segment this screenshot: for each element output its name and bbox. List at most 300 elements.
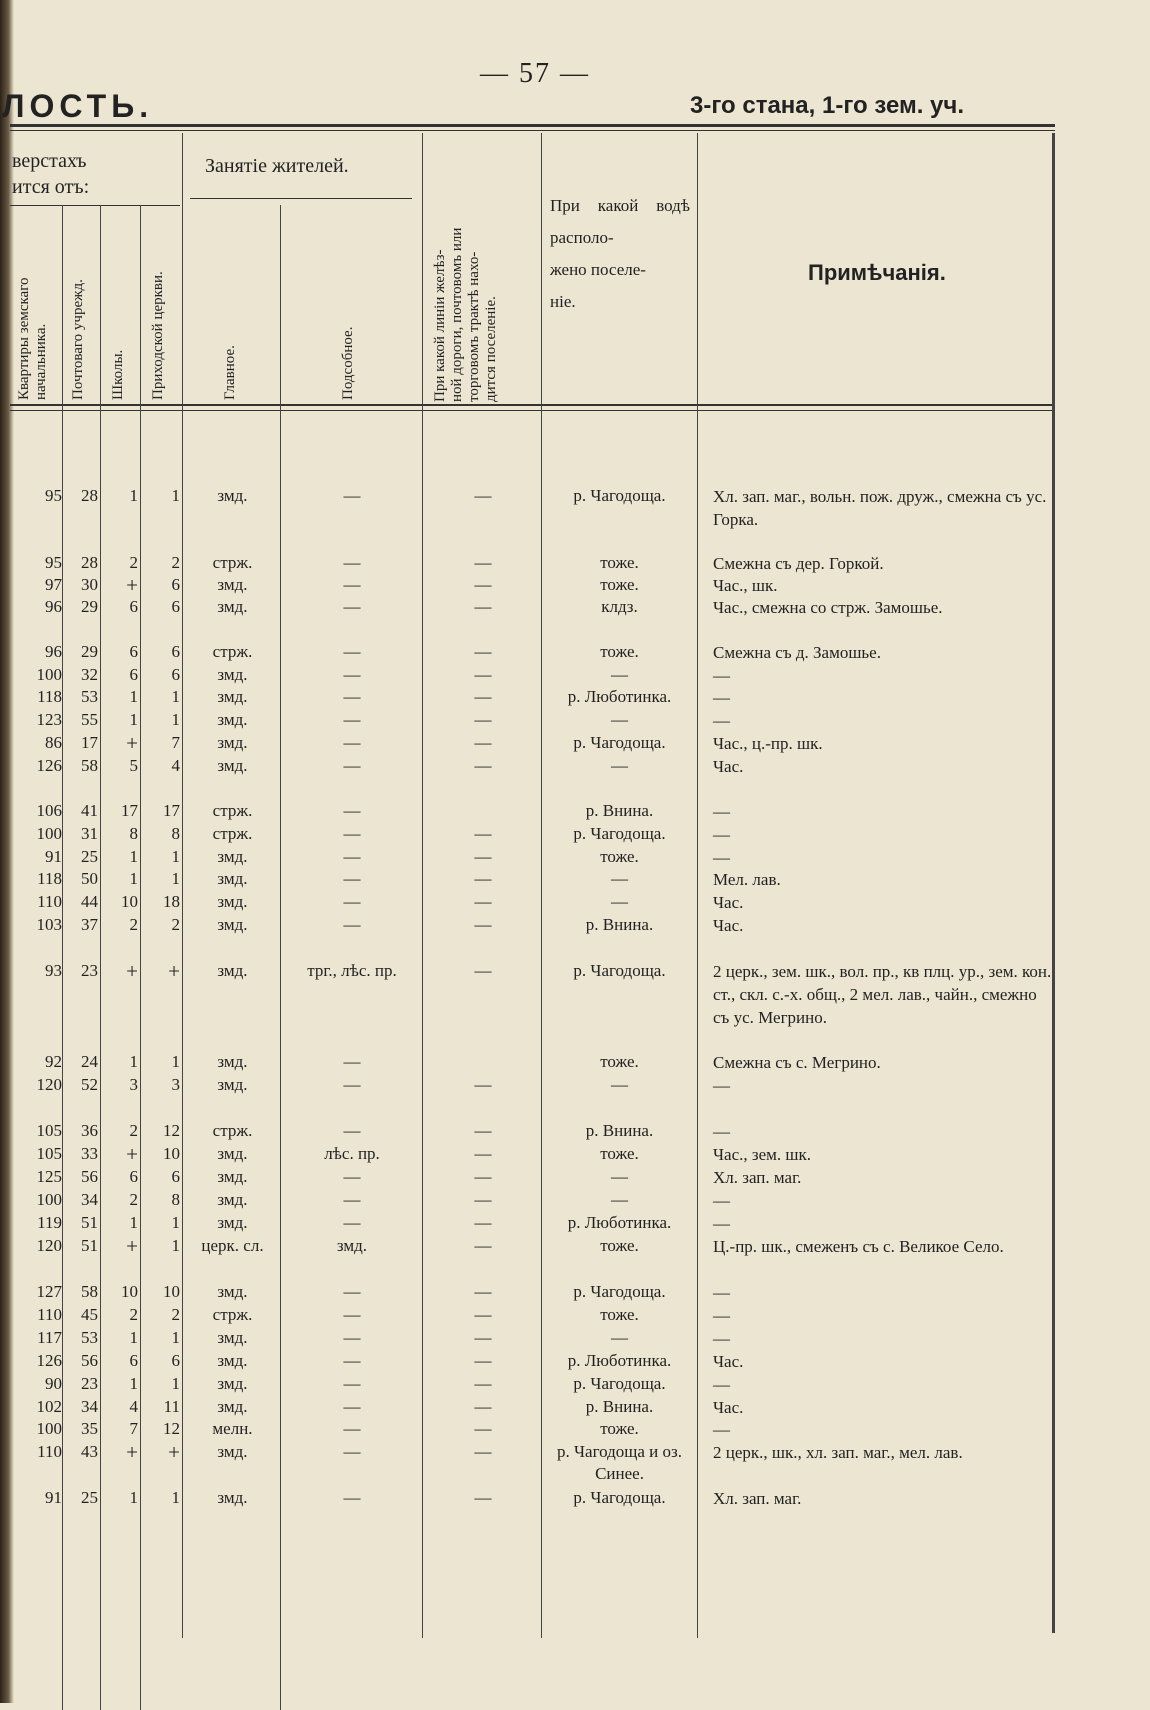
water-cell: р. Внина. — [585, 915, 654, 934]
road-cell: — — [474, 892, 492, 911]
header-church: Приходской церкви. — [150, 271, 166, 400]
secondary-occupation-cell: — — [343, 1442, 361, 1461]
water-cell: тоже. — [600, 1305, 639, 1324]
secondary-occupation-cell: — — [343, 687, 361, 706]
notes-cell: — — [713, 1375, 730, 1394]
secondary-occupation-cell: — — [343, 1374, 361, 1393]
zemsky-distance-cell: 100 — [36, 665, 62, 684]
zemsky-distance-cell: 92 — [45, 1052, 62, 1071]
road-cell: — — [474, 733, 492, 752]
school-distance-cell: 5 — [129, 756, 138, 775]
notes-cell: Час. — [713, 916, 744, 935]
water-cell: р. Чагодоща. — [573, 824, 666, 843]
school-distance-cell: 1 — [129, 1328, 138, 1347]
col-line — [422, 133, 423, 1638]
school-distance-cell: 1 — [129, 1052, 138, 1071]
secondary-occupation-cell: — — [343, 1190, 361, 1209]
notes-cell: Час. — [713, 757, 744, 776]
post-distance-cell: 45 — [81, 1305, 98, 1324]
water-cell: р. Внина. — [585, 1397, 654, 1416]
school-distance-cell: 6 — [129, 642, 138, 661]
notes-cell: — — [713, 1191, 730, 1210]
post-distance-cell: 17 — [81, 733, 98, 752]
post-distance-cell: 34 — [81, 1397, 98, 1416]
main-occupation-cell: змд. — [217, 1328, 248, 1347]
church-distance-cell: 6 — [171, 1351, 180, 1370]
main-occupation-cell: змд. — [217, 1351, 248, 1370]
col-line — [182, 133, 183, 1638]
road-cell: — — [474, 1121, 492, 1140]
church-distance-cell: 2 — [171, 1305, 180, 1324]
road-cell: — — [474, 824, 492, 843]
school-distance-cell: 1 — [129, 710, 138, 729]
post-distance-cell: 52 — [81, 1075, 98, 1094]
main-occupation-cell: змд. — [217, 1190, 248, 1209]
road-cell: — — [474, 486, 492, 505]
post-distance-cell: 58 — [81, 756, 98, 775]
road-cell: — — [474, 847, 492, 866]
water-cell: — — [611, 1167, 628, 1186]
secondary-occupation-cell: трг., лѣс. пр. — [307, 961, 397, 980]
notes-cell: — — [713, 666, 730, 685]
main-occupation-cell: змд. — [217, 665, 248, 684]
church-distance-cell: 6 — [171, 597, 180, 616]
church-distance-cell: 10 — [163, 1282, 180, 1301]
school-distance-cell: 2 — [129, 915, 138, 934]
zemsky-distance-cell: 100 — [36, 824, 62, 843]
zemsky-distance-cell: 100 — [36, 1190, 62, 1209]
road-cell: — — [474, 1397, 492, 1416]
school-distance-cell: 17 — [121, 801, 138, 820]
water-cell: — — [611, 869, 628, 888]
church-distance-cell: + — [168, 959, 180, 983]
water-cell: р. Чагодоща. — [573, 486, 666, 505]
page-number: — 57 — — [480, 58, 590, 89]
school-distance-cell: 6 — [129, 1167, 138, 1186]
post-distance-cell: 29 — [81, 597, 98, 616]
main-occupation-cell: змд. — [217, 892, 248, 911]
post-distance-cell: 44 — [81, 892, 98, 911]
water-cell: — — [611, 1190, 628, 1209]
col-line — [62, 205, 63, 1710]
post-distance-cell: 51 — [81, 1236, 98, 1255]
notes-cell: Час. — [713, 1398, 744, 1417]
secondary-occupation-cell: — — [343, 1351, 361, 1370]
school-distance-cell: + — [126, 1142, 138, 1166]
zemsky-distance-cell: 103 — [36, 915, 62, 934]
post-distance-cell: 25 — [81, 847, 98, 866]
top-rule-thin — [10, 130, 1055, 131]
road-cell: — — [474, 1488, 492, 1507]
church-distance-cell: 2 — [171, 915, 180, 934]
post-distance-cell: 28 — [81, 553, 98, 572]
road-cell: — — [474, 575, 492, 594]
church-distance-cell: 1 — [171, 486, 180, 505]
road-cell: — — [474, 1374, 492, 1393]
main-occupation-cell: змд. — [217, 1488, 248, 1507]
notes-cell: — — [713, 1122, 730, 1141]
post-distance-cell: 53 — [81, 1328, 98, 1347]
secondary-occupation-cell: — — [343, 1328, 361, 1347]
road-cell: — — [474, 1075, 492, 1094]
church-distance-cell: 1 — [171, 710, 180, 729]
post-distance-cell: 50 — [81, 869, 98, 888]
main-occupation-cell: стрж. — [212, 1305, 253, 1324]
secondary-occupation-cell: — — [343, 892, 361, 911]
notes-cell: — — [713, 802, 730, 821]
main-occupation-cell: змд. — [217, 710, 248, 729]
secondary-occupation-cell: — — [343, 1213, 361, 1232]
church-distance-cell: 6 — [171, 642, 180, 661]
notes-cell: 2 церк., шк., хл. зап. маг., мел. лав. — [713, 1443, 963, 1462]
post-distance-cell: 34 — [81, 1190, 98, 1209]
col-line — [280, 205, 281, 1710]
school-distance-cell: 6 — [129, 665, 138, 684]
school-distance-cell: 6 — [129, 1351, 138, 1370]
notes-cell: Час. — [713, 893, 744, 912]
col-line — [140, 205, 141, 1710]
header-post-office: Почтоваго учрежд. — [70, 279, 86, 400]
main-occupation-cell: змд. — [217, 1442, 248, 1461]
notes-cell: Час., шк. — [713, 576, 778, 595]
road-cell: — — [474, 687, 492, 706]
zemsky-distance-cell: 118 — [37, 869, 62, 888]
post-distance-cell: 41 — [81, 801, 98, 820]
secondary-occupation-cell: — — [343, 665, 361, 684]
secondary-occupation-cell: — — [343, 801, 361, 820]
road-cell: — — [474, 1236, 492, 1255]
header-district: 3-го стана, 1-го зем. уч. — [690, 92, 965, 119]
notes-cell: — — [713, 688, 730, 707]
post-distance-cell: 56 — [81, 1351, 98, 1370]
school-distance-cell: + — [126, 731, 138, 755]
school-distance-cell: 2 — [129, 1121, 138, 1140]
post-distance-cell: 43 — [81, 1442, 98, 1461]
school-distance-cell: + — [126, 959, 138, 983]
main-occupation-cell: змд. — [217, 486, 248, 505]
church-distance-cell: 10 — [163, 1144, 180, 1163]
post-distance-cell: 37 — [81, 915, 98, 934]
water-cell: р. Люботинка. — [567, 687, 672, 706]
col-line — [100, 205, 101, 1710]
school-distance-cell: 4 — [129, 1397, 138, 1416]
main-occupation-cell: мелн. — [212, 1419, 253, 1438]
road-cell: — — [474, 869, 492, 888]
water-cell: тоже. — [600, 1236, 639, 1255]
road-cell: — — [474, 1213, 492, 1232]
notes-cell: — — [713, 1076, 730, 1095]
zemsky-distance-cell: 95 — [45, 486, 62, 505]
water-cell: р. Люботинка. — [567, 1351, 672, 1370]
zemsky-distance-cell: 90 — [45, 1374, 62, 1393]
road-cell: — — [474, 1282, 492, 1301]
road-cell: — — [474, 1351, 492, 1370]
zemsky-distance-cell: 110 — [37, 1305, 62, 1324]
church-distance-cell: 3 — [171, 1075, 180, 1094]
main-occupation-cell: стрж. — [212, 1121, 253, 1140]
water-cell: — — [611, 892, 628, 911]
school-distance-cell: 2 — [129, 1305, 138, 1324]
secondary-occupation-cell: — — [343, 1121, 361, 1140]
school-distance-cell: 1 — [129, 1374, 138, 1393]
church-distance-cell: 7 — [171, 733, 180, 752]
secondary-occupation-cell: — — [343, 1075, 361, 1094]
post-distance-cell: 31 — [81, 824, 98, 843]
post-distance-cell: 25 — [81, 1488, 98, 1507]
secondary-occupation-cell: — — [343, 710, 361, 729]
secondary-occupation-cell: — — [343, 824, 361, 843]
secondary-occupation-cell: — — [343, 553, 361, 572]
school-distance-cell: 1 — [129, 687, 138, 706]
road-cell: — — [474, 597, 492, 616]
post-distance-cell: 55 — [81, 710, 98, 729]
zemsky-distance-cell: 125 — [36, 1167, 62, 1186]
zemsky-distance-cell: 110 — [37, 1442, 62, 1461]
school-distance-cell: 1 — [129, 486, 138, 505]
school-distance-cell: 2 — [129, 553, 138, 572]
zemsky-distance-cell: 91 — [45, 1488, 62, 1507]
post-distance-cell: 23 — [81, 961, 98, 980]
church-distance-cell: 8 — [171, 824, 180, 843]
road-cell: — — [474, 1419, 492, 1438]
post-distance-cell: 28 — [81, 486, 98, 505]
church-distance-cell: + — [168, 1440, 180, 1464]
secondary-occupation-cell: — — [343, 1052, 361, 1071]
water-cell: р. Чагодоща. — [573, 1282, 666, 1301]
road-cell: — — [474, 642, 492, 661]
zemsky-distance-cell: 123 — [36, 710, 62, 729]
water-cell: р. Чагодоща. — [573, 1374, 666, 1393]
secondary-occupation-cell: лѣс. пр. — [324, 1144, 380, 1163]
post-distance-cell: 32 — [81, 665, 98, 684]
notes-cell: Час., смежна со стрж. Замошье. — [713, 598, 943, 617]
secondary-occupation-cell: — — [343, 597, 361, 616]
road-cell: — — [474, 553, 492, 572]
zemsky-distance-cell: 91 — [45, 847, 62, 866]
zemsky-distance-cell: 86 — [45, 733, 62, 752]
notes-cell: Ц.-пр. шк., смеженъ съ с. Великое Село. — [713, 1237, 1004, 1256]
header-bottom-rule — [10, 404, 1055, 406]
main-occupation-cell: стрж. — [212, 642, 253, 661]
church-distance-cell: 8 — [171, 1190, 180, 1209]
main-occupation-cell: церк. сл. — [201, 1236, 264, 1255]
church-distance-cell: 1 — [171, 1374, 180, 1393]
notes-cell: — — [713, 1420, 730, 1439]
church-distance-cell: 1 — [171, 687, 180, 706]
church-distance-cell: 12 — [163, 1419, 180, 1438]
zemsky-distance-cell: 120 — [36, 1236, 62, 1255]
secondary-occupation-cell: — — [343, 847, 361, 866]
church-distance-cell: 2 — [171, 553, 180, 572]
water-cell: — — [611, 756, 628, 775]
water-cell: тоже. — [600, 847, 639, 866]
notes-cell: Хл. зап. маг. — [713, 1489, 802, 1508]
water-cell: — — [611, 1328, 628, 1347]
water-cell: тоже. — [600, 1052, 639, 1071]
school-distance-cell: + — [126, 1234, 138, 1258]
water-cell: р. Чагодоща. — [573, 733, 666, 752]
main-occupation-cell: змд. — [217, 1374, 248, 1393]
school-distance-cell: 8 — [129, 824, 138, 843]
main-occupation-cell: змд. — [217, 1282, 248, 1301]
zemsky-distance-cell: 126 — [36, 1351, 62, 1370]
church-distance-cell: 6 — [171, 575, 180, 594]
notes-cell: Смежна съ д. Замошье. — [713, 643, 881, 662]
notes-cell: Час., ц.-пр. шк. — [713, 734, 823, 753]
water-cell: р. Внина. — [585, 1121, 654, 1140]
water-cell: тоже. — [600, 1419, 639, 1438]
zemsky-distance-cell: 118 — [37, 687, 62, 706]
main-occupation-cell: стрж. — [212, 824, 253, 843]
church-distance-cell: 1 — [171, 869, 180, 888]
zemsky-distance-cell: 102 — [36, 1397, 62, 1416]
secondary-occupation-cell: — — [343, 1419, 361, 1438]
post-distance-cell: 35 — [81, 1419, 98, 1438]
secondary-occupation-cell: — — [343, 1488, 361, 1507]
occupation-group-header: Занятіе жителей. — [205, 155, 349, 177]
notes-cell: Час. — [713, 1352, 744, 1371]
zemsky-distance-cell: 105 — [36, 1121, 62, 1140]
water-cell: тоже. — [600, 575, 639, 594]
zemsky-distance-cell: 97 — [45, 575, 62, 594]
secondary-occupation-cell: змд. — [336, 1236, 368, 1255]
main-occupation-cell: змд. — [217, 575, 248, 594]
main-occupation-cell: змд. — [217, 961, 248, 980]
header-notes: Примѣчанія. — [808, 260, 946, 285]
secondary-occupation-cell: — — [343, 869, 361, 888]
road-cell: — — [474, 915, 492, 934]
distance-group-header: верстахъ ится отъ: — [12, 150, 90, 198]
secondary-occupation-cell: — — [343, 1397, 361, 1416]
zemsky-distance-cell: 127 — [36, 1282, 62, 1301]
notes-cell: — — [713, 1214, 730, 1233]
secondary-occupation-cell: — — [343, 733, 361, 752]
post-distance-cell: 29 — [81, 642, 98, 661]
church-distance-cell: 1 — [171, 1236, 180, 1255]
distance-group-rule — [10, 205, 180, 206]
secondary-occupation-cell: — — [343, 915, 361, 934]
zemsky-distance-cell: 119 — [37, 1213, 62, 1232]
main-occupation-cell: змд. — [217, 687, 248, 706]
church-distance-cell: 4 — [171, 756, 180, 775]
main-occupation-cell: змд. — [217, 1144, 248, 1163]
zemsky-distance-cell: 126 — [36, 756, 62, 775]
zemsky-distance-cell: 117 — [37, 1328, 62, 1347]
main-occupation-cell: змд. — [217, 1397, 248, 1416]
col-line — [697, 133, 698, 1638]
church-distance-cell: 1 — [171, 1328, 180, 1347]
water-cell: тоже. — [600, 642, 639, 661]
notes-cell: — — [713, 848, 730, 867]
secondary-occupation-cell: — — [343, 756, 361, 775]
church-distance-cell: 6 — [171, 1167, 180, 1186]
water-cell: тоже. — [600, 553, 639, 572]
church-distance-cell: 12 — [163, 1121, 180, 1140]
road-cell: — — [474, 710, 492, 729]
church-distance-cell: 1 — [171, 1213, 180, 1232]
zemsky-distance-cell: 95 — [45, 553, 62, 572]
water-cell: клдз. — [601, 597, 638, 616]
header-volost: ЛОСТЬ. — [2, 88, 154, 124]
school-distance-cell: 1 — [129, 847, 138, 866]
school-distance-cell: + — [126, 573, 138, 597]
church-distance-cell: 11 — [163, 1397, 180, 1416]
notes-cell: Час., зем. шк. — [713, 1145, 812, 1164]
header-school: Школы. — [110, 349, 126, 400]
school-distance-cell: 10 — [121, 1282, 138, 1301]
church-distance-cell: 6 — [171, 665, 180, 684]
water-cell: р. Люботинка. — [567, 1213, 672, 1232]
top-rule — [10, 124, 1055, 127]
header-secondary-occupation: Подсобное. — [340, 326, 356, 400]
zemsky-distance-cell: 105 — [36, 1144, 62, 1163]
post-distance-cell: 56 — [81, 1167, 98, 1186]
post-distance-cell: 24 — [81, 1052, 98, 1071]
notes-cell: — — [713, 1329, 730, 1348]
zemsky-distance-cell: 120 — [36, 1075, 62, 1094]
notes-cell: Хл. зап. маг., вольн. пож. друж., смежна съ ус. Горка. — [713, 487, 1047, 529]
road-cell: — — [474, 961, 492, 980]
post-distance-cell: 33 — [81, 1144, 98, 1163]
road-cell: — — [474, 1167, 492, 1186]
main-occupation-cell: змд. — [217, 1075, 248, 1094]
school-distance-cell: 10 — [121, 892, 138, 911]
zemsky-distance-cell: 93 — [45, 961, 62, 980]
header-main-occupation: Главное. — [222, 345, 238, 400]
main-occupation-cell: змд. — [217, 756, 248, 775]
header-water: При какой водѣ располо- жено поселе- ніе. — [550, 196, 690, 311]
main-occupation-cell: стрж. — [212, 553, 253, 572]
notes-cell: — — [713, 1283, 730, 1302]
header-zemsky-chief: Квартиры земскаго начальника. — [16, 277, 49, 400]
notes-cell: Смежна съ дер. Горкой. — [713, 554, 884, 573]
post-distance-cell: 36 — [81, 1121, 98, 1140]
zemsky-distance-cell: 96 — [45, 642, 62, 661]
post-distance-cell: 30 — [81, 575, 98, 594]
road-cell: — — [474, 1190, 492, 1209]
school-distance-cell: 3 — [129, 1075, 138, 1094]
school-distance-cell: 1 — [129, 1488, 138, 1507]
main-occupation-cell: змд. — [217, 1213, 248, 1232]
zemsky-distance-cell: 96 — [45, 597, 62, 616]
secondary-occupation-cell: — — [343, 575, 361, 594]
secondary-occupation-cell: — — [343, 1305, 361, 1324]
church-distance-cell: 1 — [171, 1488, 180, 1507]
main-occupation-cell: змд. — [217, 1052, 248, 1071]
school-distance-cell: 6 — [129, 597, 138, 616]
secondary-occupation-cell: — — [343, 486, 361, 505]
notes-cell: — — [713, 825, 730, 844]
road-cell: — — [474, 665, 492, 684]
header-bottom-rule-2 — [10, 410, 1055, 411]
school-distance-cell: 1 — [129, 869, 138, 888]
road-cell: — — [474, 1442, 492, 1461]
church-distance-cell: 17 — [163, 801, 180, 820]
secondary-occupation-cell: — — [343, 1167, 361, 1186]
notes-cell: — — [713, 1306, 730, 1325]
secondary-occupation-cell: — — [343, 642, 361, 661]
water-cell: р. Чагодоща. — [573, 961, 666, 980]
main-occupation-cell: змд. — [217, 733, 248, 752]
church-distance-cell: 1 — [171, 1052, 180, 1071]
post-distance-cell: 23 — [81, 1374, 98, 1393]
road-cell: — — [474, 1144, 492, 1163]
notes-cell: 2 церк., зем. шк., вол. пр., кв плц. ур., зем. кон. ст., скл. с.-х. общ., 2 мел. лав., чайн., смежно съ ус. Мегрино. — [713, 962, 1052, 1027]
zemsky-distance-cell: 100 — [36, 1419, 62, 1438]
church-distance-cell: 1 — [171, 847, 180, 866]
road-cell: — — [474, 756, 492, 775]
notes-cell: Смежна съ с. Мегрино. — [713, 1053, 881, 1072]
